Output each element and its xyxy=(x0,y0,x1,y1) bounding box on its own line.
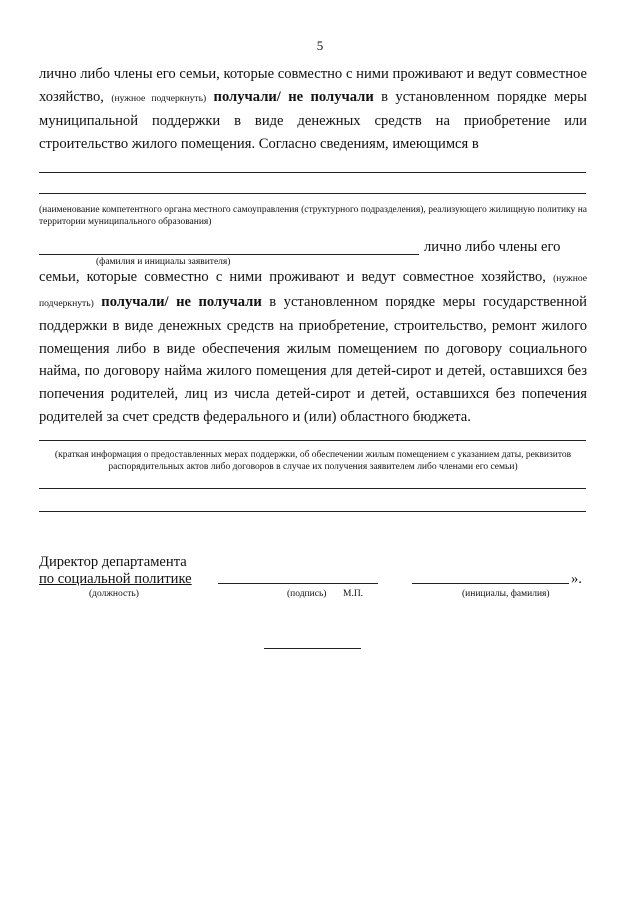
end-divider xyxy=(264,648,361,649)
received-option: получали/ не получали xyxy=(101,293,262,310)
note-underline: подчеркнуть) xyxy=(39,297,94,309)
paragraph-text: семьи, которые совместно с ними проживают и ведут совместное хозяйство, xyxy=(39,269,546,285)
signature-line xyxy=(218,583,378,584)
paragraph-state-support xyxy=(39,266,587,428)
paragraph-text: лично либо члены его семьи, которые совместно с ними проживают и ведут совместное хозяйство, xyxy=(39,66,587,105)
fill-line-info-3 xyxy=(39,511,586,512)
fill-line-authority-1 xyxy=(39,172,586,173)
fill-line-info-2 xyxy=(39,488,586,489)
caption-name: (инициалы, фамилия) xyxy=(462,589,550,599)
caption-support-info: (краткая информация о предоставленных мерах поддержки, об обеспечении жилым помещением с указанием даты, реквизитов распорядительных актов либо договоров в случае их получения заявителем либо членами его семьи) xyxy=(54,450,572,472)
paragraph-text: в установленном порядке меры государственной поддержки в виде денежных средств на приобретение, строительство, ремонт жилого помещения либо в виде обеспечения жилым помещением по договору социального найма, по договору найма жилого помещения для детей-сирот и детей, оставшихся без попечения родителей, лиц из числа детей-сирот и детей, оставшихся без попечения родителей за счет средств федерального и (или) областного бюджета. xyxy=(39,293,587,425)
caption-signature: (подпись) xyxy=(287,589,327,599)
paragraph-municipal-support xyxy=(39,63,587,155)
fill-line-authority-2 xyxy=(39,193,586,194)
caption-authority: (наименование компетентного органа местного самоуправления (структурного подразделения), реализующего жилищную политику на территории муниципального образования) xyxy=(39,205,587,227)
caption-applicant-name: (фамилия и инициалы заявителя) xyxy=(96,257,231,267)
fill-line-applicant xyxy=(39,254,419,255)
fill-line-info-1 xyxy=(39,440,586,441)
position-title-line2: по социальной политике xyxy=(39,571,192,587)
caption-position: (должность) xyxy=(89,589,139,599)
applicant-suffix-text: лично либо члены его xyxy=(424,239,561,255)
received-option: получали/ не получали xyxy=(213,88,374,105)
page-number: 5 xyxy=(316,38,324,53)
closing-quote: ». xyxy=(571,571,582,587)
position-title-line1: Директор департамента xyxy=(39,554,187,570)
caption-stamp: М.П. xyxy=(343,589,364,599)
name-line xyxy=(412,583,569,584)
note-underline: (нужное xyxy=(553,273,587,284)
note-underline: (нужное подчеркнуть) xyxy=(111,92,207,104)
paragraph-text: в установленном порядке меры муниципальной поддержки в виде денежных средств на приобретение или строительство жилого помещения. Согласно сведениям, имеющимся в xyxy=(39,88,587,152)
